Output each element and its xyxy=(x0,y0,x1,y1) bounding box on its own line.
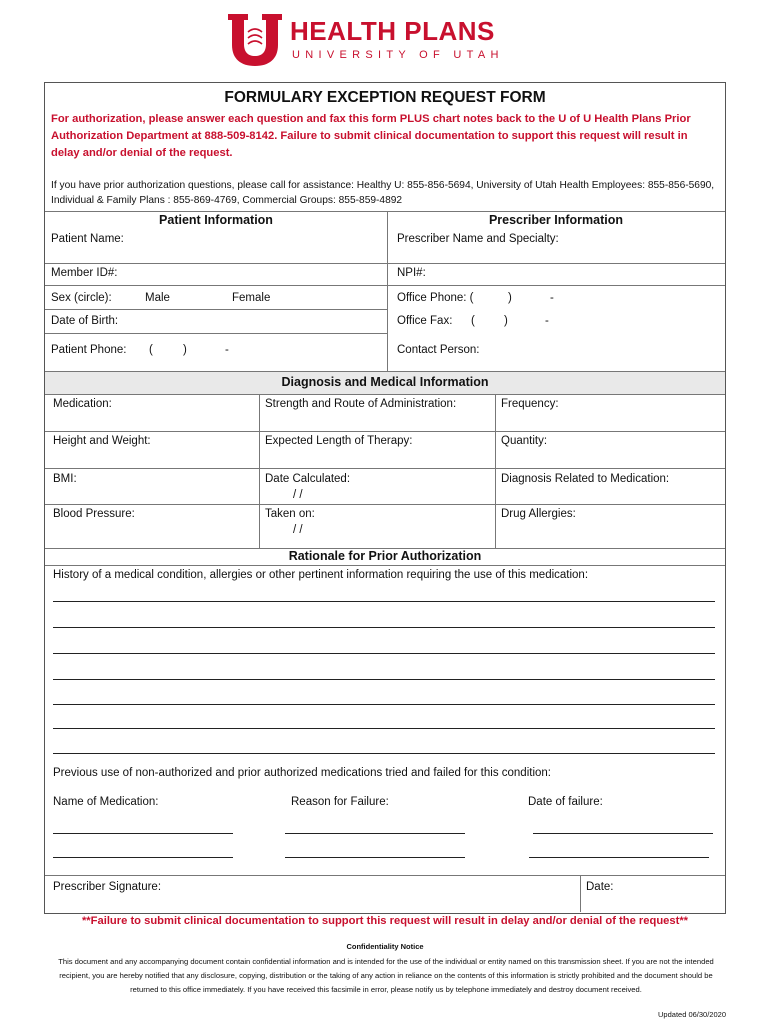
contact-person-field[interactable]: Contact Person: xyxy=(397,344,480,356)
prescriber-signature-field[interactable]: Prescriber Signature: xyxy=(53,881,162,893)
sex-label: Sex (circle): xyxy=(51,292,112,304)
history-line-7[interactable] xyxy=(53,753,715,754)
taken-on-field[interactable]: Taken on: xyxy=(265,508,315,520)
dob-field[interactable]: Date of Birth: xyxy=(51,315,119,327)
updated-date: Updated 06/30/2020 xyxy=(658,1010,726,1019)
office-fax-open: ( xyxy=(471,315,475,327)
confidentiality-body: This document and any accompanying document contain confidential information and is intended for the use of the individual or entity named on this transmission sheet. If you are not the intended recipient, you are hereby notified that any disclosure, copying, distribution or the taking of any action in reliance on the contents of this information is strictly prohibited and the document should be returned to this office immediately. If you have received this facsimile in error, please notify us by telephone immediately and destroy document received. xyxy=(58,957,714,994)
confidentiality-title: Confidentiality Notice xyxy=(346,942,424,951)
health-plans-logo xyxy=(226,12,526,68)
failure-date-line-1[interactable] xyxy=(533,833,713,834)
sex-female-option[interactable]: Female xyxy=(232,292,271,304)
bmi-field[interactable]: BMI: xyxy=(53,473,77,485)
diagnosis-related-field[interactable]: Diagnosis Related to Medication: xyxy=(501,473,670,485)
rationale-heading: Rationale for Prior Authorization xyxy=(288,549,482,563)
med-name-line-2[interactable] xyxy=(53,857,233,858)
history-line-1[interactable] xyxy=(53,601,715,602)
npi-field[interactable]: NPI#: xyxy=(397,267,426,279)
university-u-logo-icon xyxy=(226,14,284,66)
blood-pressure-field[interactable]: Blood Pressure: xyxy=(53,508,135,520)
history-line-2[interactable] xyxy=(53,627,715,628)
instructions-red: For authorization, please answer each question and fax this form PLUS chart notes back to the U of U Health Plans Prior Authorization Department at 888-509-8142. Failure to submit clinical documentation to support this request will result in delay and/or denial of the request. xyxy=(51,113,691,159)
member-id-field[interactable]: Member ID#: xyxy=(51,267,118,279)
prescriber-info-heading: Prescriber Information xyxy=(488,213,624,227)
office-phone-field[interactable]: Office Phone: ( xyxy=(397,292,474,304)
date-calculated-field[interactable]: Date Calculated: xyxy=(265,473,351,485)
patient-phone-field[interactable]: Patient Phone: xyxy=(51,344,127,356)
failure-reason-line-2[interactable] xyxy=(285,857,465,858)
history-line-3[interactable] xyxy=(53,653,715,654)
sex-male-option[interactable]: Male xyxy=(145,292,170,304)
history-prompt: History of a medical condition, allergies or other pertinent information requiring the use of this medication: xyxy=(53,569,589,581)
reason-for-failure-label: Reason for Failure: xyxy=(291,796,389,808)
name-of-medication-label: Name of Medication: xyxy=(53,796,159,808)
exception-request-form xyxy=(44,82,726,914)
logo-sub-text: UNIVERSITY OF UTAH xyxy=(292,49,504,61)
form-title: FORMULARY EXCEPTION REQUEST FORM xyxy=(224,89,546,106)
diagnosis-heading: Diagnosis and Medical Information xyxy=(281,375,489,389)
office-fax-close: ) xyxy=(504,315,508,327)
history-line-6[interactable] xyxy=(53,728,715,729)
taken-on-slashes: / / xyxy=(293,524,303,536)
prescriber-name-field[interactable]: Prescriber Name and Specialty: xyxy=(397,233,559,245)
patient-name-field[interactable]: Patient Name: xyxy=(51,233,124,245)
history-line-5[interactable] xyxy=(53,704,715,705)
quantity-field[interactable]: Quantity: xyxy=(501,435,548,447)
date-calculated-slashes: / / xyxy=(293,489,303,501)
bottom-warning: **Failure to submit clinical documentation to support this request will result in delay and/or denial of the request** xyxy=(81,915,689,927)
office-phone-dash: - xyxy=(550,292,554,304)
medication-field[interactable]: Medication: xyxy=(53,398,112,410)
length-of-therapy-field[interactable]: Expected Length of Therapy: xyxy=(265,435,413,447)
patient-phone-dash: - xyxy=(225,344,229,356)
frequency-field[interactable]: Frequency: xyxy=(501,398,559,410)
strength-route-field[interactable]: Strength and Route of Administration: xyxy=(265,398,457,410)
date-of-failure-label: Date of failure: xyxy=(528,796,603,808)
logo-main-text: HEALTH PLANS xyxy=(290,16,495,46)
med-name-line-1[interactable] xyxy=(53,833,233,834)
patient-phone-close: ) xyxy=(183,344,187,356)
failure-date-line-2[interactable] xyxy=(529,857,709,858)
drug-allergies-field[interactable]: Drug Allergies: xyxy=(501,508,576,520)
height-weight-field[interactable]: Height and Weight: xyxy=(53,435,151,447)
history-line-4[interactable] xyxy=(53,679,715,680)
patient-info-heading: Patient Information xyxy=(159,213,273,227)
patient-phone-open: ( xyxy=(149,344,153,356)
failure-reason-line-1[interactable] xyxy=(285,833,465,834)
office-phone-close: ) xyxy=(508,292,512,304)
instructions-contact: If you have prior authorization questions, please call for assistance: Healthy U: 855-856-5694, University of Utah Health Employees: 855-856-5690, Individual & Family Plans : 855-869-4769, Commercial Groups: 855-859-4892 xyxy=(51,180,715,206)
previous-meds-prompt: Previous use of non-authorized and prior authorized medications tried and failed for this condition: xyxy=(53,767,551,779)
signature-date-field[interactable]: Date: xyxy=(586,881,614,893)
office-fax-dash: - xyxy=(545,315,549,327)
office-fax-field[interactable]: Office Fax: xyxy=(397,315,453,327)
